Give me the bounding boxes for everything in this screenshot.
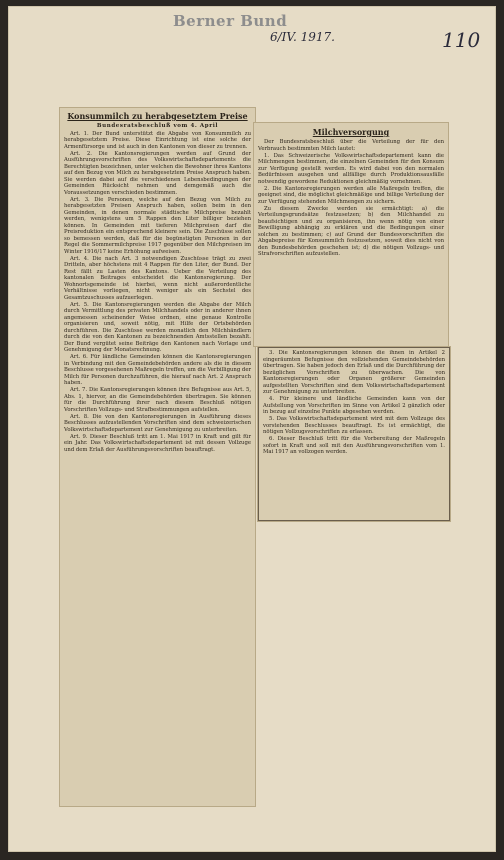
article-paragraph: Art. 5. Die Kantonsregierungen werden die Abgabe der Milch durch Vermittlung des privaten Milchhandels oder in anderer ihnen angemessen scheinender Weise ordnen, eine genaue Kontrolle organisieren und, soweit nötig, mit Hilfe der Ortsbehörden durchführen. Die Zuschüsse werden monatlich den Milchhändlern durch die von den Kantonen zu bezeichnenden Amtsstellen bezahlt. Der Bund vergütet seine Beiträge den Kantonen nach Vorlage und Genehmigung der Monatsrechnung. (64, 301, 251, 353)
article-paragraph: Art. 3. Die Personen, welche auf den Bezug von Milch zu herabgesetzten Preisen Anspruch haben, sollen beim in den Gemeinden, in denen normale städtische Milchpreise bezahlt werden, wenigstens um 5 Rappen den Liter billiger beziehen können. In Gemeinden mit tieferen Milchpreisen darf die Preisreduktion ein entsprechend kleinere sein. Die Zuschüsse sollen so bemessen werden, daß für die begünstigten Personen in der Regel die Sommermilchpreise 1917 gegenüber den Milchpreisen im Winter 1916/17 keine Erhöhung aufweisen. (64, 196, 251, 255)
handwritten-date: 6/IV. 1917. (270, 30, 335, 44)
clipping-milchversorgung-continued (258, 347, 450, 521)
article-paragraph: 6. Dieser Beschluß tritt für die Vorbereitung der Maßregeln sofort in Kraft und soll mit den Ausführungsvorschriften vom 1. Mai 1917 an vollzogen werden. (263, 436, 445, 455)
article-paragraph: Der Bundesratsbeschluß über die Verteilung der für den Verbrauch bestimmten Milch lautet: (258, 139, 444, 152)
article-paragraph: 3. Die Kantonsregierungen können die ihnen in Artikel 2 eingeräumten Befugnisse den vollziehenden Gemeindebehörden übertragen. Sie haben jedoch den Erlaß und die Durchführung der bezüglichen Vorschriften zu überwachen. Die von Kantonsregierungen oder Organen größerer Gemeinden aufgestellten Vorschriften sind dem Volkswirtschaftsdepartement zur Genehmigung zu unterbreiten. (263, 350, 445, 395)
article-paragraph: Art. 7. Die Kantonsregierungen können ihre Befugnisse aus Art. 5, Abs. 1, hiervor, an die Gemeindebehörden übertragen. Sie können für die Durchführung ihrer nach diesem Beschluß nötigen Vorschriften Vollzugs- und Strafbestimmungen aufstellen. (64, 387, 251, 413)
article-paragraph: Art. 9. Dieser Beschluß tritt am 1. Mai 1917 in Kraft und gilt für ein Jahr. Das Volkswirtschaftsdepartement ist mit dessen Vollzuge und dem Erlaß der Ausführungsvorschriften beauftragt. (64, 433, 251, 453)
article-paragraph: Art. 4. Die nach Art. 3 notwendigen Zuschüsse trägt zu zwei Dritteln, aber höchstens mit 4 Rappen für den Liter, der Bund. Der Rest fällt zu Lasten des Kantons. Ueber die Verteilung des kantonalen Beitrages entscheidet die Kantonsregierung. Der Wohnortsgemeinde ist hierbei, wenn nicht außerordentliche Verhältnisse vorliegen, nicht weniger als ein Sechstel des Gesamtzuschusses aufzuerlegen. (64, 255, 251, 301)
article-paragraph: 5. Das Volkswirtschaftsdepartement wird mit dem Vollzuge des vorstehenden Beschlusses beauftragt. Es ist ermächtigt, die nötigen Vollzugsvorschriften zu erlassen. (263, 416, 445, 435)
clipping-konsummilch (60, 108, 255, 806)
article-paragraph: Art. 6. Für ländliche Gemeinden können die Kantonsregierungen in Verbindung mit den Gemeindebehörden andere als die in diesem Beschlusse vorgesehenen Maßregeln treffen, um die Verbilligung der Milch für Personen durchzuführen, die hierauf nach Art. 2 Anspruch haben. (64, 354, 251, 386)
article-paragraph: Art. 2. Die Kantonsregierungen werden auf Grund der Ausführungsvorschriften des Volkswirtschaftsdepartements die Berechtigten bezeichnen, unter welchen die Bewohner ihres Kantons auf den Bezug von Milch zu herabgesetztem Preise Anspruch haben. Sie werden dabei auf die verschiedenen Lebensbedingungen der Gemeinden Rücksicht nehmen und demgemäß auch die Voraussetzungen verschieden bestimmen. (64, 150, 251, 196)
clipping-headline: Milchversorgung (312, 127, 390, 137)
article-paragraph: Art. 1. Der Bund unterstützt die Abgabe von Konsummilch zu herabgesetztem Preise. Diese Einrichtung ist eine solche der Armenfürsorge und ist auch in den Kantonen von dieser zu trennen. (64, 130, 251, 150)
clipping-milchversorgung (254, 123, 448, 346)
handwritten-page-number: 110 (442, 28, 481, 52)
article-paragraph: 4. Für kleinere und ländliche Gemeinden kann von der Aufstellung von Vorschriften im Sinne von Artikel 2 gänzlich oder in bezug auf einzelne Punkte abgesehen werden. (263, 396, 445, 415)
article-paragraph: 1. Das Schweizerische Volkswirtschaftsdepartement kann die Milchmengen bestimmen, die einzelnen Gemeinden für den Konsum zur Verfügung gestellt werden. Es wird dabei von den normalen Bedürfnissen ausgehen und allfällige durch Produktionsausfälle notwendig gewordene Reduktionen gleichmäßig vornehmen. (258, 152, 444, 185)
article-paragraph: 2. Die Kantonsregierungen werden alle Maßregeln treffen, die geeignet sind, die möglichst gleichmäßige und billige Verteilung der zur Verfügung stehenden Milchmengen zu sichern. (258, 185, 444, 205)
clipping-subheading: Bundesratsbeschluß vom 4. April (96, 123, 219, 129)
newspaper-stamp: Berner Bund (173, 12, 288, 30)
clipping-headline: Konsummilch zu herabgesetztem Preise (67, 111, 248, 121)
article-paragraph: Zu diesem Zwecke werden sie ermächtigt: a) die Verteilungsgrundsätze festzusetzen; b) den Milchhandel zu beaufsichtigen und zu organisieren, ihn wenn nötig von einer Bewilligung abhängig zu erklären und die Bedingungen einer solchen zu bestimmen; c) auf Grund der Bundesvorschriften die Abgabepreise für Konsummilch festzusetzen, soweit dies nicht von den Bundesbehörden geschehen ist; d) die nötigen Vollzugs- und Strafvorschriften aufzustellen. (258, 205, 444, 257)
article-paragraph: Art. 8. Die von den Kantonsregierungen in Ausführung dieses Beschlusses aufzustellenden Vorschriften sind dem schweizerischen Volkswirtschaftsdepartement zur Genehmigung zu unterbreiten. (64, 413, 251, 433)
